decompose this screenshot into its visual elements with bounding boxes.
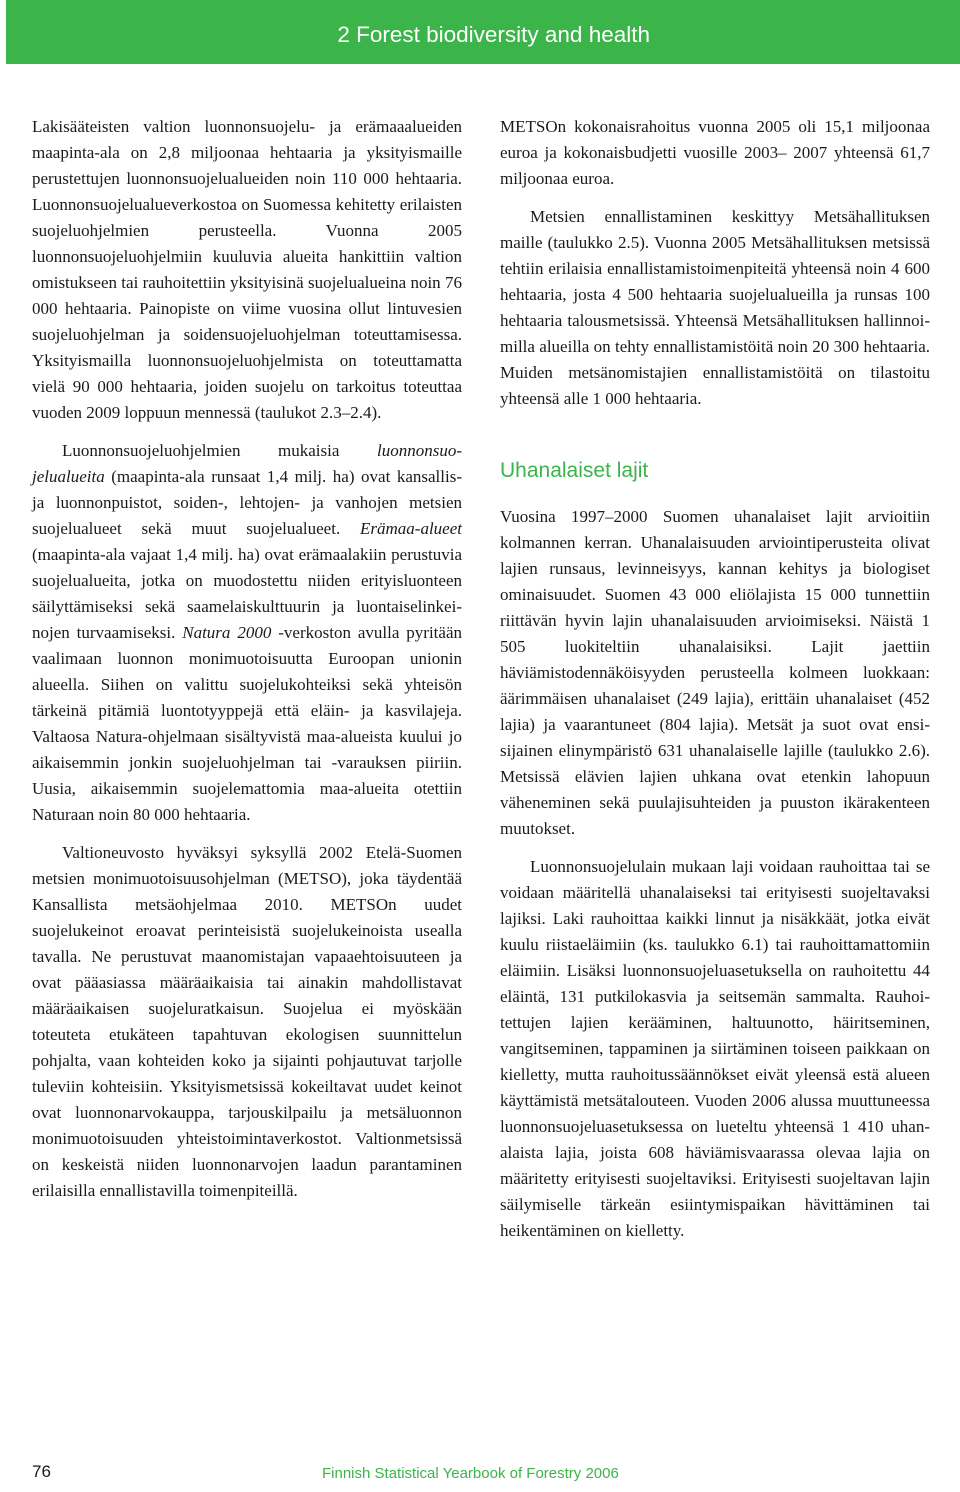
right-column [500,114,930,1256]
paragraph: Vuosina 1997–2000 Suomen uhanalaiset lajit arvioitiin kolmannen kerran. Uhanalaisuuden arviointiperusteita olivat lajien runsaus, levinneisyys, kannan kehitys ja biologiset ominaisuudet. Suomen 43 000 eliölajista 15 000 tunnettiin riittävän hyvin lajin uhanalaisuuden arvioimiseksi. Näistä 1 505 luokiteltiin uhanalaisiksi. Lajit jaettiin häviämistodennäköisyyden perusteella kolmeen luokkaan: äärimmäisen uhanalaiset (249 lajia), erittäin uhanalaiset (452 lajia) ja vaarantuneet (804 lajia). Metsät ja suot ovat ensisijainen elinympäristö 631 uhanalaiselle lajille (taulukko 2.6). Metsissä elävien lajien uhkana ovat etenkin lahopuun väheneminen sekä puulajisuhteiden ja puuston ikärakenteen muutokset. [500,507,930,838]
publication-title: Finnish Statistical Yearbook of Forestry 2006 [322,1465,619,1482]
paragraph: METSOn kokonaisrahoitus vuonna 2005 oli 15,1 miljoonaa euroa ja kokonaisbudjetti vuosille 2003– 2007 yhteensä 61,7 miljoonaa euroa. [500,117,930,188]
paragraph-text: Luonnonsuojeluohjelmien mukaisia [62,441,377,460]
italic-term: Erämaa-alueet [360,519,462,538]
italic-term: Natura 2000 [182,623,272,642]
paragraph [32,438,462,828]
paragraph: Metsien ennallistaminen keskittyy Metsähallituksen maille (taulukko 2.5). Vuonna 2005 Metsähallituksen metsissä tehtiin erilaisia ennallistamistoimenpiteitä yhteensä noin 4 600 hehtaaria, josta 4 500 hehtaaria suojelualueilla ja runsas 100 hehtaaria talousmetsissä. Yhteensä Metsähallituksen hallinnoimilla alueilla on tehty ennallistamistöitä noin 20 300 hehtaaria. Muiden metsänomistajien ennallistamistöitä on tilastoitu yhteensä alle 1 000 hehtaaria. [500,207,930,408]
page-number: 76 [32,1462,51,1481]
paragraph-text: (maapinta-ala runsaat 1,4 milj. ha) ovat kansallis- ja luonnonpuistot, soiden-, lehtojen- ja vanhojen metsien suojelualueet sekä muut suojelualueet. [32,467,462,538]
section-heading: Uhanalaiset lajit [500,459,649,482]
chapter-title: 2 Forest biodiversity and health [337,22,650,47]
paragraph-text: -verkoston avulla pyritään vaalimaan luonnon monimuotoisuutta Euroopan unionin alueella. Siihen on valittu suojelukohteiksi sekä yhteisön tärkeinä pitämiä luontotyyppejä että eläin- ja kasvilajeja. Valtaosa Natura-ohjelmaan sisältyvistä maa-alueista kuului jo aikaisemmin jonkin suojeluohjelman tai -varauksen piiriin. Uusia, aikaisemmin suojelemattomia maa-alueita otettiin Naturaan noin 80 000 hehtaaria. [32,623,462,824]
left-column [32,114,462,1216]
paragraph: Lakisääteisten valtion luonnonsuojelu- ja erämaaalueiden maapinta-ala on 2,8 miljoonaa hehtaaria ja yksityismaille perustettujen luonnonsuojelualueiden noin 110 000 hehtaaria. Luonnonsuojelualueverkostoa on Suomessa kehitetty erilaisten suojeluohjelmien perusteella. Vuonna 2005 luonnonsuojeluohjelmiin kuuluvia alueita hankittiin valtion omistukseen tai rauhoitettiin yksityisinä suojelualueina noin 76 000 hehtaaria. Painopiste on viime vuosina ollut lintuvesien suojeluohjelman ja soidensuojeluohjelman toteuttamisessa. Yksityismailla luonnonsuojeluohjelmista on toteuttamatta vielä 90 000 hehtaaria, joiden suojelu on tarkoitus toteuttaa vuoden 2009 loppuun mennessä (taulukot 2.3–2.4). [32,117,462,422]
paragraph: Luonnonsuojelulain mukaan laji voidaan rauhoittaa tai se voidaan määritellä uhanalaiseksi tai erityisesti suojeltavaksi lajiksi. Laki rauhoittaa kaikki linnut ja nisäkkäät, jotka eivät kuulu riistaeläimiin (ks. taulukko 6.1) tai rauhoittamattomiin eläimiin. Lisäksi luonnonsuojeluasetuksella on rauhoitettu 44 eläintä, 131 putkilokasvia ja seitsemän sammalta. Rauhoitettujen lajien kerääminen, haltuunotto, häiritseminen, vangitseminen, tappaminen ja siirtäminen toiseen paikkaan on kielletty, mutta rauhoitussäännökset eivät yleensä estä alueen käyttämistä metsätalouteen. Vuoden 2006 alussa muuttuneessa luonnonsuojeluasetuksessa on lueteltu yhteensä 1 410 uhanalaista lajia, joista 608 häviämisvaarassa olevaa lajia on määritetty erityisesti suojeltaviksi. Erityisesti suojeltavan lajin säilymiselle tärkeän esiintymispaikan hävittäminen tai heikentäminen on kielletty. [500,857,930,1240]
italic-term: luonnonsuojelualueita [32,441,462,486]
header-band [6,0,960,64]
paragraph: Valtioneuvosto hyväksyi syksyllä 2002 Etelä-Suomen metsien monimuotoisuusohjelman (METSO), joka täydentää Kansallista metsäohjelmaa 2010. METSOn uudet suojelukeinot eroavat perinteisistä suojelukeinoista usealla tavalla. Ne perustuvat maanomistajan vapaaehtoisuuteen ja ovat pääasiassa määräaikaisia tai ainakin mahdollistavat määräaikaisen suojeluratkaisun. Suojelua ei myöskään toteuteta etukäteen tapahtuvan ekologisen suunnittelun pohjalta, vaan kohteiden koko ja sijainti pohjautuvat tarjolle tuleviin kohteisiin. Yksityismetsissä kokeiltavat uudet keinot ovat luonnonarvokauppa, tarjouskilpailu ja metsäluonnon monimuotoisuuden yhteistoimintaverkostot. Valtionmetsissä on keskeistä niiden luonnonarvojen laadun parantaminen erilaisilla ennallistavilla toimenpiteillä. [32,843,462,1200]
paragraph-text: (maapinta-ala vajaat 1,4 milj. ha) ovat erämaalakiin perustuvia suojelualueita, jotka on muodostettu niiden erityisluonteen säilyttämiseksi sekä saamelaiskulttuurin ja luontaiselinkeinojen turvaamiseksi. [32,545,462,642]
